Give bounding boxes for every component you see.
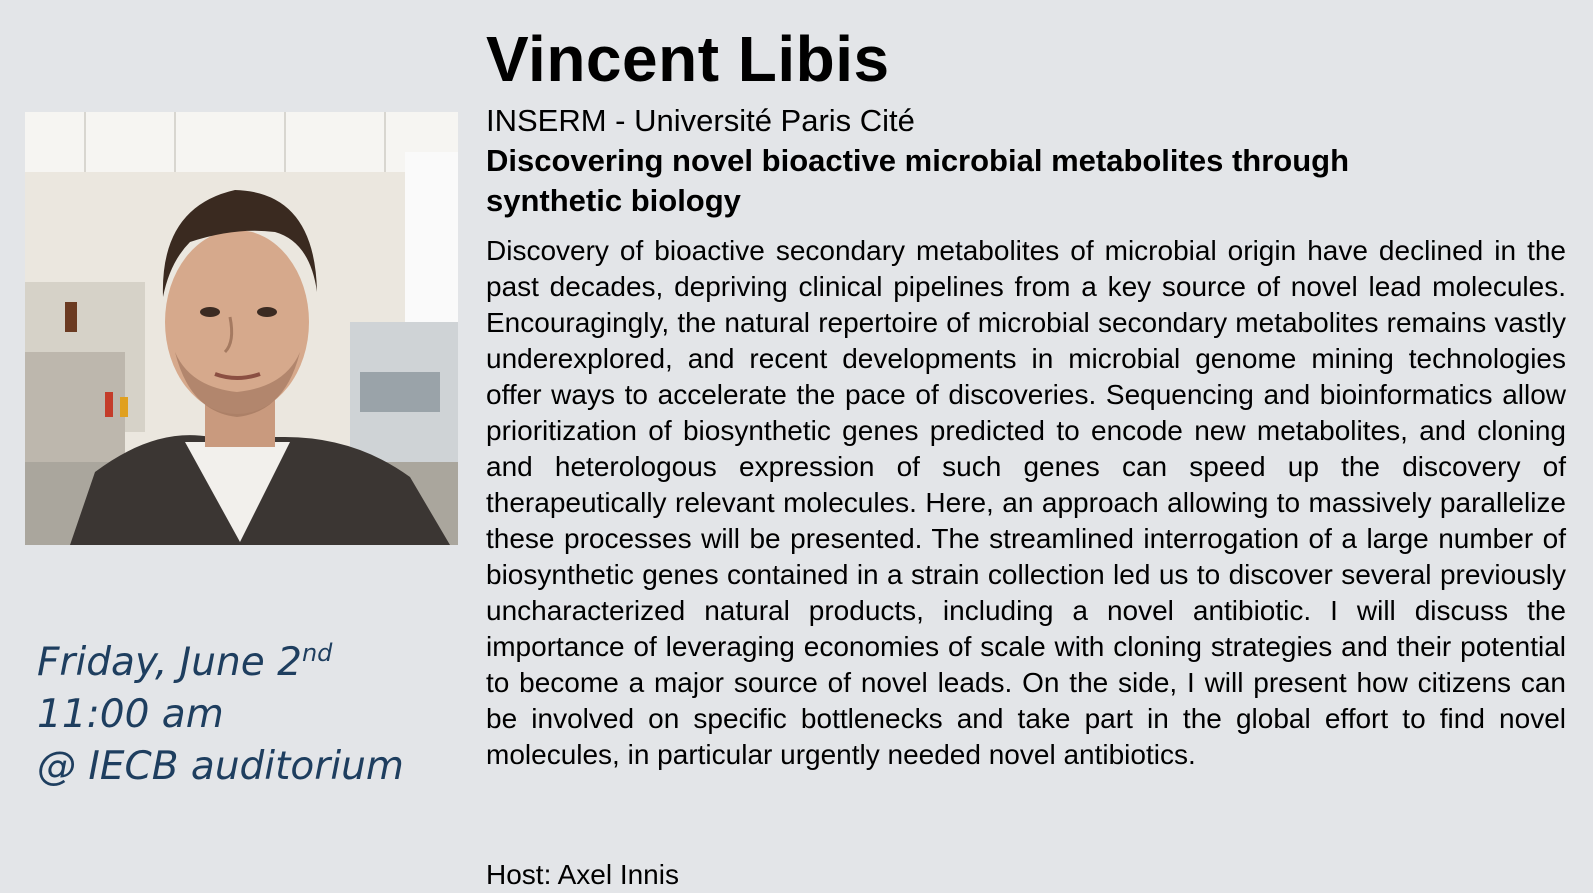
talk-title: Discovering novel bioactive microbial metabolites through synthetic biology <box>486 143 1350 218</box>
event-location: @ IECB auditorium <box>37 744 404 789</box>
speaker-affiliation: INSERM - Université Paris Cité <box>486 103 915 138</box>
event-date <box>37 637 404 689</box>
host-line: Host: Axel Innis <box>486 859 679 890</box>
speaker-name: Vincent Libis <box>486 23 890 95</box>
talk-abstract: Discovery of bioactive secondary metabolites of microbial origin have declined in the past decades, depriving clinical pipelines from a key source of novel lead molecules. Encouragingly, the natural repertoire of microbial secondary metabolites remains vastly underexplored, and recent developments in microbial genome mining technologies offer ways to accelerate the pace of discoveries. Sequencing and bioinformatics allow prioritization of biosynthetic genes predicted to encode new metabolites, and cloning and heterologous expression of such genes can speed up the discovery of therapeutically relevant molecules. Here, an approach allowing to massively parallelize these processes will be presented. The streamlined interrogation of a large number of biosynthetic genes contained in a strain collection led us to discover several previously uncharacterized natural products, including a novel antibiotic. I will discuss the importance of leveraging economies of scale with cloning strategies and their potential to become a major source of novel leads. On the side, I will present how citizens can be involved on specific bottlenecks and take part in the global effort to find novel molecules, in particular urgently needed novel antibiotics. <box>486 235 1566 770</box>
event-time: 11:00 am <box>37 692 224 737</box>
event-date-text: Friday, June 2 <box>37 640 302 685</box>
event-date-suffix: nd <box>301 639 333 667</box>
speaker-portrait-icon <box>25 112 458 545</box>
event-info <box>37 637 404 793</box>
speaker-photo <box>25 112 458 545</box>
